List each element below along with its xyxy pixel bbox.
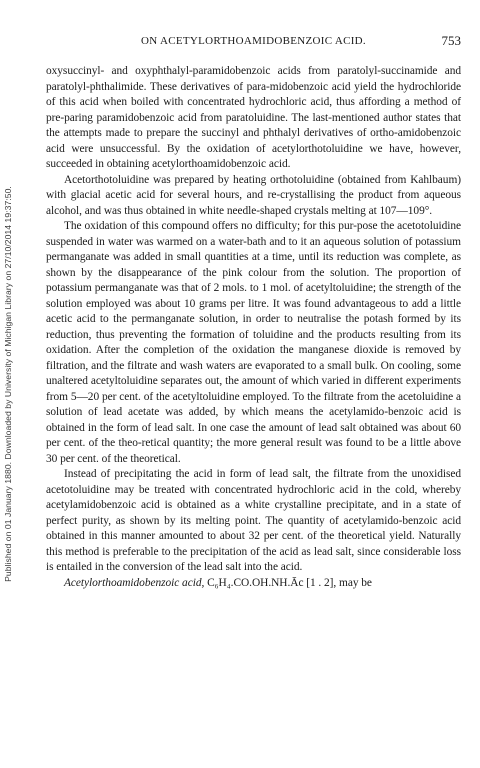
paragraph-alternative-method: Instead of precipitating the acid in form of lead salt, the filtrate from the unoxidised acetotoluidine may be treated with concentrated hydrochloric acid in the cold, whereby acetylamidobenzoic acid is obtained as a white crystalline precipitate, and in a state of perfect purity, as shown by its melting point. The quantity of acetylamido-benzoic acid obtained in this manner amounted to about 32 per cent. of the theoretical yield. Naturally this method is preferable to the precipitation of the acid as lead salt, since considerable loss is entailed in the conversion of the lead salt into the acid. bbox=[46, 468, 461, 573]
paragraph-acid-heading bbox=[46, 576, 461, 592]
paragraph-oxidation: The oxidation of this compound offers no difficulty; for this pur-pose the acetotoluidine suspended in water was warmed on a water-bath and to it an aqueous solution of potassium permanganate was added in small quantities at a time, until its reduction was complete, as shown by the disappearance of the pink colour from the solution. The proportion of potassium permanganate was that of 2 mols. to 1 mol. of acetyltoluidine; the strength of the solution employed was about 10 grams per litre. It was found advantageous to add a little acetic acid to the permanganate solution, in order to neutralise the potash formed by its reduction, thus preventing the formation of toluidine and the products resulting from its oxidation. After the completion of the oxidation the manganese dioxide is removed by filtration, and the filtrate and wash waters are evaporated to a small bulk. On cooling, some unaltered acetyltoluidine separates out, the amount of which varied in different experiments from 5—20 per cent. of the acetyltoluidine employed. To the filtrate from the acetoluidine a solution of lead acetate was added, by which means the acetylamido-benzoic acid is obtained in the form of lead salt. In one case the amount of lead salt obtained was about 60 per cent. of the theo-retical quantity; the more general result was found to be a little above 30 per cent. of the theoretical. bbox=[46, 220, 461, 465]
paragraph-preparation: Acetorthotoluidine was prepared by heating orthotoluidine (obtained from Kahlbaum) with glacial acetic acid for several hours, and re-crystallising the product from aqueous alcohol, and was thus obtained in white needle-shaped crystals melting at 107—109°. bbox=[46, 173, 461, 217]
paragraph-continuation: oxysuccinyl- and oxyphthalyl-paramidobenzoic acids from paratolyl-succinamide and paratolyl-phthalimide. These derivatives of para-midobenzoic acid yield the hydrochloride of this acid when boiled with concentrated hydrochloric acid, thus affording a method of pre-paring paramidobenzoic acid from paratoluidine. The last-mentioned author states that the attempts made to prepare the succinyl and phthalyl derivatives of ortho-amidobenzoic acid were unsuccessful. By the oxidation of acetylorthotoluidine we have, however, succeeded in obtaining acetylorthoamidobenzoic acid. bbox=[46, 65, 461, 170]
download-watermark bbox=[1, 0, 15, 768]
journal-page bbox=[46, 34, 461, 591]
running-title: ON ACETYLORTHOAMIDOBENZOIC ACID. bbox=[141, 35, 366, 47]
compound-formula: C₆H₄.CO.OH.NH.Āc [1 . 2], may be bbox=[204, 576, 372, 589]
page-number: 753 bbox=[441, 33, 461, 48]
running-header bbox=[46, 34, 461, 50]
compound-name: Acetylorthoamidobenzoic acid, bbox=[64, 576, 205, 589]
download-watermark-text: Published on 01 January 1880. Downloaded by University of Michigan Library on 27/10/2014 19:37:50. bbox=[3, 186, 13, 582]
article-body bbox=[46, 64, 461, 591]
